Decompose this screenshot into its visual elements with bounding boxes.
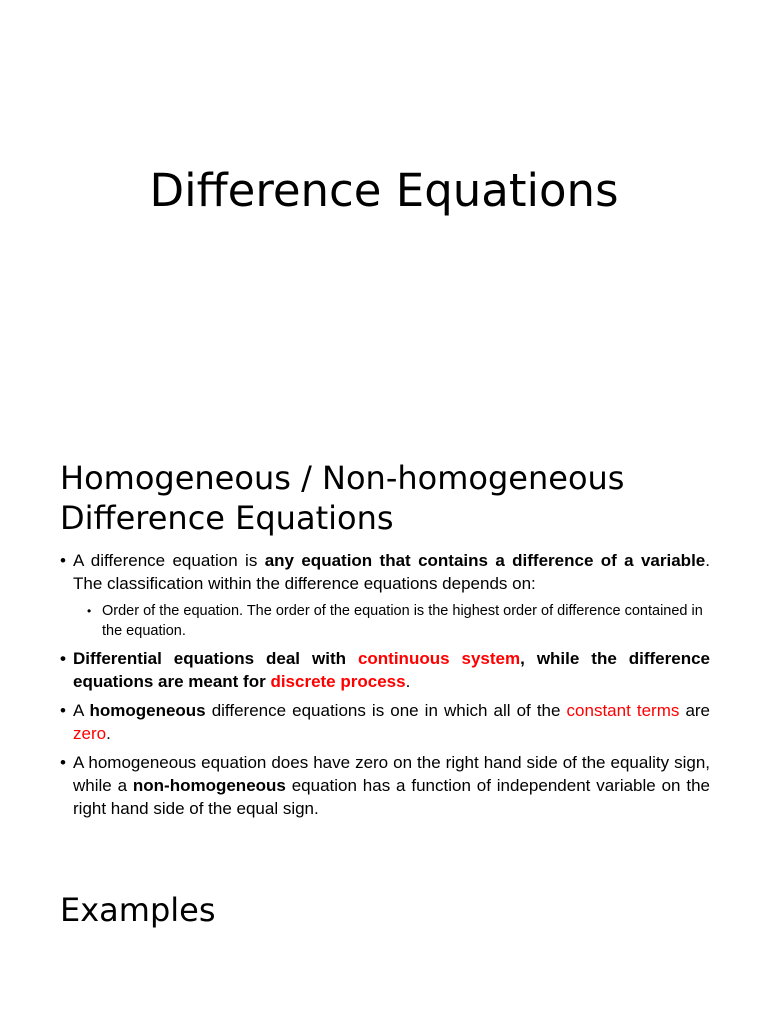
heading-line-1: Homogeneous / Non-homogeneous: [60, 459, 625, 497]
bullet-item-definition: [60, 549, 710, 595]
section-heading: Examples: [60, 891, 216, 929]
slide-homogeneous: [0, 430, 768, 830]
bullet-text: A difference equation is: [73, 551, 265, 570]
bullet-highlight-text: discrete process: [270, 672, 406, 691]
bullet-dot-icon: •: [87, 604, 92, 618]
bullet-list: [60, 549, 710, 826]
bullet-text: A: [73, 701, 90, 720]
bullet-dot-icon: •: [60, 551, 66, 570]
heading-line-2: Difference Equations: [60, 499, 394, 537]
bullet-text: .: [405, 672, 411, 691]
sub-bullet-item-order: [60, 601, 710, 641]
slide-examples: [0, 860, 768, 1024]
bullet-item-differential: [60, 647, 710, 693]
bullet-text: . The classification within the difference equations depends on:: [73, 551, 710, 593]
bullet-dot-icon: •: [60, 701, 66, 720]
bullet-bold-text: any equation that contains a difference of a variable: [264, 551, 706, 570]
sub-bullet-text: Order of the equation. The order of the equation is the highest order of difference contained in the equation.: [102, 603, 703, 639]
bullet-bold-text: non-homogeneous: [132, 776, 286, 795]
slide-title: [0, 0, 768, 420]
bullet-item-non-homogeneous: [60, 751, 710, 820]
bullet-text: are: [679, 701, 711, 720]
bullet-bold-text: , while the difference equations are meant for: [73, 649, 711, 691]
bullet-dot-icon: •: [60, 649, 66, 668]
bullet-bold-text: Differential equations deal with: [73, 649, 358, 668]
bullet-text: equation has a function of independent variable on the right hand side of the equal sign.: [73, 776, 710, 818]
bullet-dot-icon: •: [60, 753, 66, 772]
bullet-bold-text: homogeneous: [89, 701, 206, 720]
bullet-text: A homogeneous equation does have zero on the right hand side of the equality sign, while a: [73, 753, 710, 795]
bullet-text: difference equations is one in which all of the: [205, 701, 567, 720]
bullet-highlight-text: zero: [73, 724, 107, 743]
bullet-highlight-text: constant terms: [566, 701, 680, 720]
bullet-highlight-text: continuous system: [357, 649, 521, 668]
bullet-item-homogeneous: [60, 699, 710, 745]
section-heading: [60, 458, 740, 538]
slide-title-heading: Difference Equations: [149, 164, 619, 217]
bullet-text: .: [106, 724, 111, 743]
